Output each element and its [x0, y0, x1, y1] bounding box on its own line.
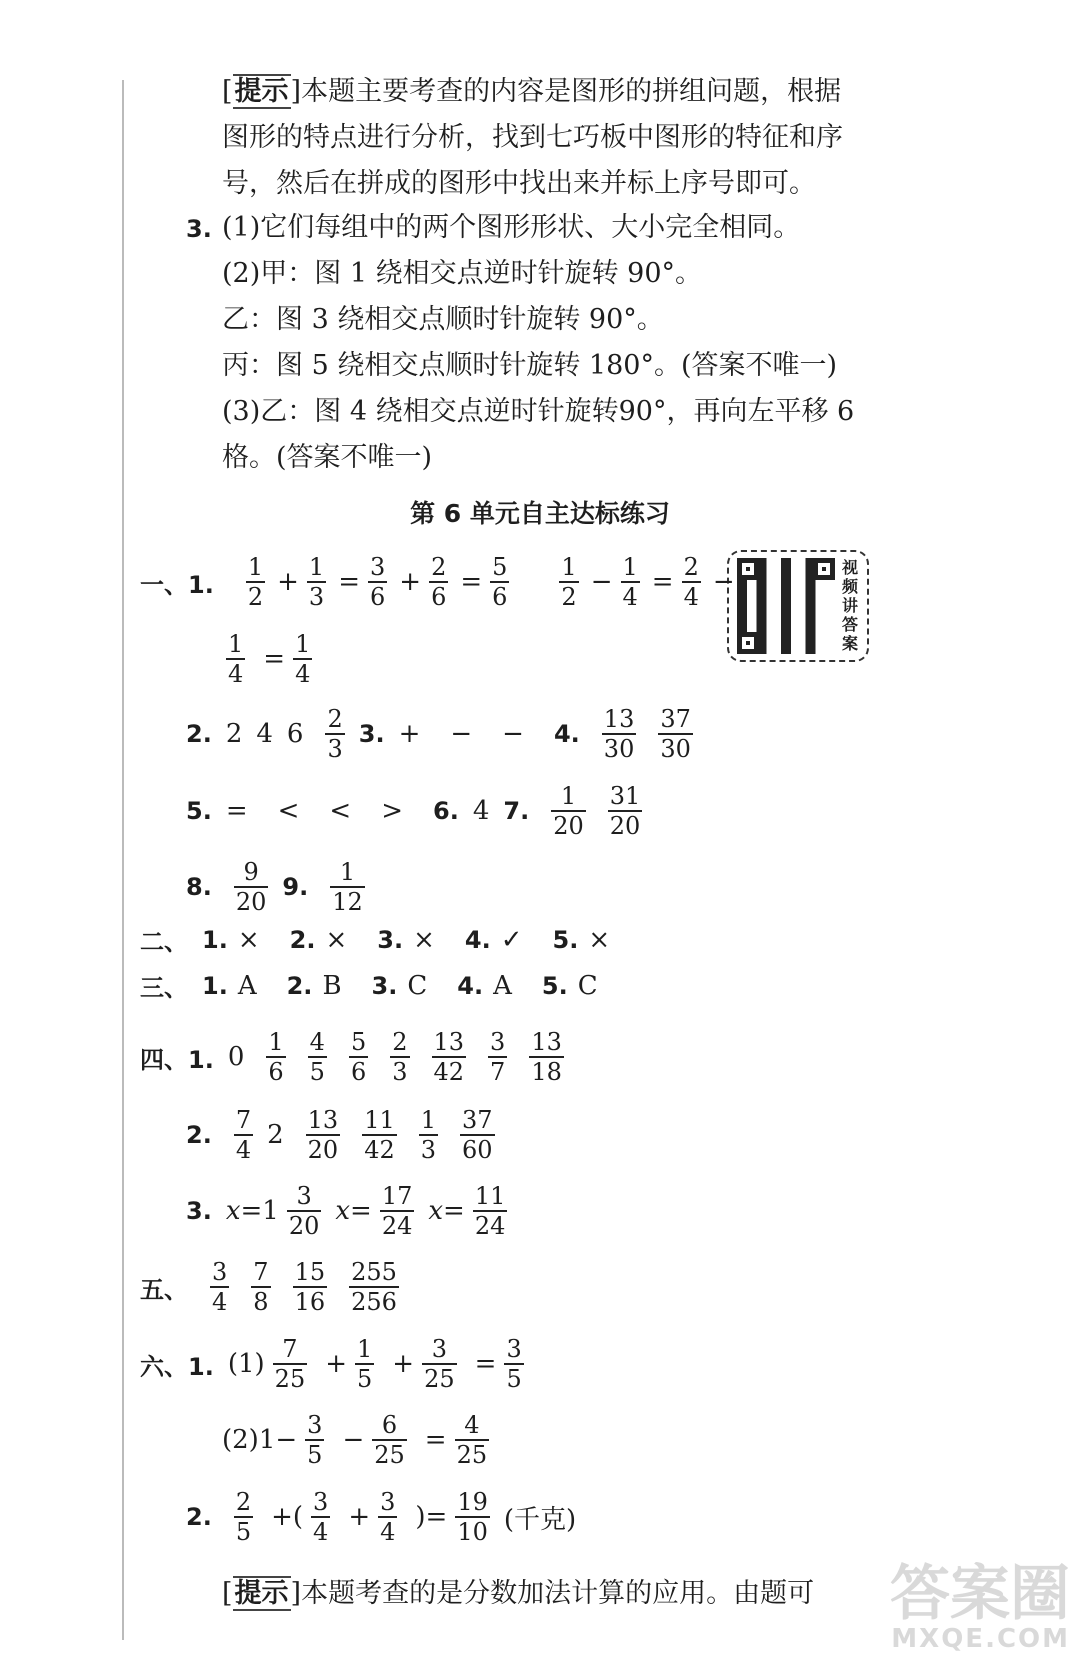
- fraction: $\frac{2}{6}$: [431, 553, 447, 611]
- fraction: $\frac{7}{4}$: [235, 1106, 252, 1164]
- qr-code-icon: [737, 558, 835, 654]
- fraction: $\frac{1}{3}$: [420, 1106, 437, 1164]
- answer-value: ×: [237, 924, 260, 955]
- fraction: $\frac{37}{30}$: [660, 705, 691, 763]
- item-number: 2.: [289, 925, 316, 954]
- answer-value: C: [407, 970, 428, 1001]
- hint1-line2: 图形的特点进行分析，找到七巧板中图形的特征和序: [222, 122, 843, 153]
- equation-var: x=: [225, 1196, 263, 1226]
- fraction: $\frac{3}{7}$: [490, 1028, 506, 1086]
- answer-value: B: [322, 970, 342, 1001]
- operator: +: [392, 1349, 415, 1379]
- answer-value: C: [577, 970, 598, 1001]
- q3-line5: (3)乙：图 4 绕相交点逆时针旋转90°，再向左平移 6: [222, 396, 855, 427]
- fraction: $\frac{1}{5}$: [357, 1335, 373, 1393]
- part6-q2-row: 2. $\frac{2}{5}$ +( $\frac{3}{4}$ + $\frac{3}{4}$ )= $\frac{19}{10}$ (千克): [186, 1488, 577, 1546]
- fraction: $\frac{7}{8}$: [253, 1258, 269, 1316]
- operator: +: [277, 567, 299, 597]
- answer-value: +: [398, 719, 421, 749]
- qr-label: 视频讲答案: [841, 558, 858, 653]
- operator: −: [712, 567, 735, 597]
- q3b-number: 3.: [358, 720, 385, 748]
- part5-row: [140, 1258, 413, 1316]
- fraction: $\frac{3}{6}$: [369, 553, 386, 611]
- item-number: 4.: [457, 971, 484, 1000]
- unit-label: (千克): [503, 1504, 577, 1535]
- fraction: $\frac{1}{12}$: [332, 858, 363, 916]
- fraction: $\frac{1}{2}$: [561, 553, 577, 611]
- fraction: $\frac{1}{4}$: [295, 630, 311, 688]
- hint-label: 提示: [234, 1578, 289, 1609]
- operator: =: [651, 567, 674, 597]
- operator: =: [263, 644, 286, 674]
- part1-q1-row2: [218, 630, 326, 688]
- sub-label: (1): [227, 1349, 265, 1379]
- hint2-line: [提示]本题考查的是分数加法计算的应用。由题可: [222, 1578, 815, 1609]
- part6-p2-row: [222, 1411, 503, 1469]
- fraction: $\frac{3}{5}$: [307, 1411, 323, 1469]
- part1-q1-row1: [140, 553, 749, 611]
- fraction: $\frac{11}{42}$: [364, 1106, 395, 1164]
- q4-number: 4.: [553, 720, 580, 748]
- fraction: $\frac{4}{5}$: [309, 1028, 325, 1086]
- item-number: 4.: [464, 925, 491, 954]
- q3-line2: (2)甲：图 1 绕相交点逆时针旋转 90°。: [222, 258, 703, 289]
- answer-value: A: [237, 970, 257, 1001]
- hint-label: 提示: [234, 76, 289, 107]
- fraction: $\frac{3}{20}$: [288, 1182, 320, 1240]
- answer-value: =: [225, 796, 248, 826]
- equation-var: x=: [428, 1196, 465, 1226]
- answer-value: A: [493, 970, 512, 1001]
- answer-value: 4: [256, 719, 273, 749]
- fraction: $\frac{3}{4}$: [313, 1488, 329, 1546]
- q8-number: 8.: [186, 873, 212, 901]
- answer-value: 2: [267, 1120, 284, 1150]
- answer-value: −: [450, 719, 473, 749]
- fraction: $\frac{37}{60}$: [462, 1106, 493, 1164]
- q7-number: 7.: [503, 797, 530, 825]
- operator: =: [338, 567, 360, 597]
- part4-q3-row: [186, 1182, 521, 1240]
- answer-value: ✓: [500, 924, 523, 955]
- part1-row4: [186, 782, 656, 840]
- fraction: $\frac{255}{256}$: [351, 1258, 397, 1316]
- part6-q2-number: 2.: [186, 1503, 212, 1531]
- part4-label: 四、1.: [140, 1045, 214, 1074]
- operator: +: [325, 1349, 348, 1379]
- fraction: $\frac{17}{24}$: [381, 1182, 413, 1240]
- fraction: $\frac{6}{25}$: [374, 1411, 405, 1469]
- part4-q3-number: 3.: [186, 1197, 212, 1225]
- q3-line4: 丙：图 5 绕相交点顺时针旋转 180°。(答案不唯一): [222, 350, 838, 381]
- fraction: $\frac{7}{25}$: [274, 1335, 306, 1393]
- answer-value: ×: [588, 924, 611, 955]
- section-title: 第 6 单元自主达标练习: [410, 499, 670, 528]
- q3-line6: 格。(答案不唯一): [222, 442, 433, 473]
- fraction: $\frac{1}{4}$: [622, 553, 638, 611]
- part2-row: [140, 922, 640, 957]
- answer-value: ×: [413, 924, 435, 955]
- operator: +: [399, 567, 422, 597]
- fraction: $\frac{15}{16}$: [294, 1258, 326, 1316]
- q3-number: 3.: [186, 215, 212, 243]
- part6-label: 六、1.: [140, 1352, 214, 1381]
- fraction: $\frac{13}{30}$: [603, 705, 635, 763]
- fraction: $\frac{2}{4}$: [683, 553, 699, 611]
- fraction: $\frac{3}{25}$: [424, 1335, 455, 1393]
- fraction: $\frac{2}{5}$: [235, 1488, 252, 1546]
- fraction: $\frac{11}{24}$: [474, 1182, 506, 1240]
- item-number: 5.: [552, 925, 579, 954]
- fraction: $\frac{9}{20}$: [235, 858, 267, 916]
- operator: =: [474, 1349, 497, 1379]
- sub-label: (2)1−: [222, 1425, 298, 1455]
- item-number: 2.: [286, 971, 313, 1000]
- fraction: $\frac{4}{25}$: [456, 1411, 488, 1469]
- fraction: $\frac{1}{3}$: [308, 553, 325, 611]
- answer-value: 6: [286, 719, 304, 749]
- margin-rule: [122, 80, 124, 1640]
- fraction: $\frac{13}{18}$: [531, 1028, 562, 1086]
- item-number: 1.: [202, 925, 228, 954]
- fraction: $\frac{3}{5}$: [506, 1335, 522, 1393]
- operator: −: [590, 567, 613, 597]
- part6-p1-row: [140, 1335, 538, 1393]
- answer-value: −: [502, 719, 524, 749]
- fraction: $\frac{3}{4}$: [380, 1488, 396, 1546]
- answer-value: 2: [225, 719, 243, 749]
- fraction: $\frac{13}{20}$: [307, 1106, 339, 1164]
- part1-label: 一、1.: [140, 570, 214, 599]
- fraction: $\frac{1}{20}$: [553, 782, 584, 840]
- fraction: $\frac{13}{42}$: [433, 1028, 465, 1086]
- item-number: 3.: [371, 971, 398, 1000]
- fraction: $\frac{5}{6}$: [350, 1028, 367, 1086]
- part5-label: 五、: [140, 1275, 188, 1304]
- mixed-whole: 1: [262, 1196, 279, 1226]
- q5-number: 5.: [186, 797, 212, 825]
- fraction: $\frac{1}{6}$: [268, 1028, 284, 1086]
- part3-row: [140, 968, 628, 1003]
- fraction: $\frac{1}{2}$: [247, 553, 264, 611]
- fraction: $\frac{19}{10}$: [457, 1488, 488, 1546]
- answer-value: ×: [325, 924, 348, 955]
- operator: =: [424, 1425, 447, 1455]
- fraction: $\frac{31}{20}$: [609, 782, 641, 840]
- watermark-logo: 答案圈 MXQE.COM: [890, 1559, 1070, 1654]
- part2-label: 二、: [140, 928, 188, 956]
- part1-row3: [186, 705, 707, 763]
- fraction: $\frac{1}{4}$: [228, 630, 244, 688]
- operator: −: [342, 1425, 365, 1455]
- part4-q1-row: [140, 1028, 578, 1086]
- fraction: $\frac{2}{3}$: [327, 705, 343, 763]
- answer-value: <: [329, 796, 352, 826]
- part3-label: 三、: [140, 974, 188, 1002]
- hint1-line3: 号，然后在拼成的图形中找出来并标上序号即可。: [222, 168, 816, 199]
- hint1-line1: [提示]本题主要考查的内容是图形的拼组问题，根据: [222, 76, 842, 107]
- fraction: $\frac{3}{4}$: [212, 1258, 228, 1316]
- fraction: $\frac{2}{3}$: [392, 1028, 408, 1086]
- q3-line3: 乙：图 3 绕相交点顺时针旋转 90°。: [222, 304, 664, 335]
- item-number: 1.: [202, 971, 228, 1000]
- item-number: 3.: [377, 925, 404, 954]
- answer-value: 4: [472, 796, 490, 826]
- q6-number: 6.: [433, 797, 459, 825]
- part1-row5: [186, 858, 379, 916]
- equation-var: x=: [335, 1196, 372, 1226]
- item-number: 5.: [541, 971, 568, 1000]
- part4-q2-row: [186, 1106, 509, 1164]
- q3-line1: (1)它们每组中的两个图形形状、大小完全相同。: [222, 212, 801, 243]
- answer-value: >: [381, 796, 404, 826]
- q2-number: 2.: [186, 720, 212, 748]
- operator: =: [460, 567, 483, 597]
- fraction: $\frac{5}{6}$: [492, 553, 508, 611]
- answer-value: 0: [227, 1042, 245, 1072]
- q9-number: 9.: [282, 873, 309, 901]
- answer-value: <: [277, 796, 300, 826]
- part4-q2-number: 2.: [186, 1121, 212, 1149]
